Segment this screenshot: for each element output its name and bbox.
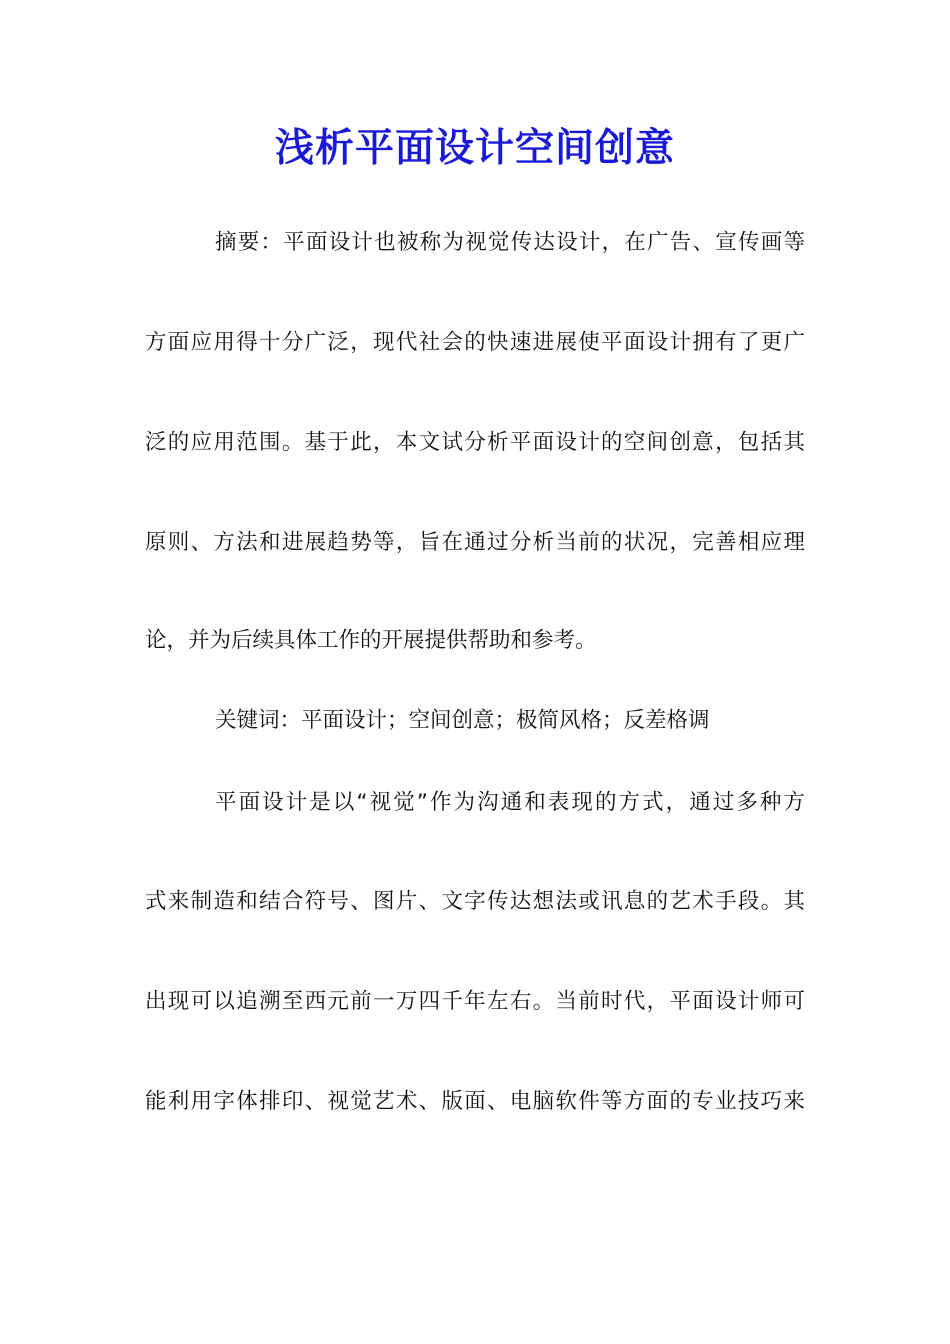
document-title: 浅析平面设计空间创意 [274,125,675,171]
abstract-line-2: 方面应用得十分广泛，现代社会的快速进展使平面设计拥有了更广 [145,330,805,355]
body-line-4: 能利用字体排印、视觉艺术、版面、电脑软件等方面的专业技巧来 [145,1089,805,1114]
keywords-line: 关键词：平面设计；空间创意；极简风格；反差格调 [215,708,710,733]
abstract-line-1: 摘要：平面设计也被称为视觉传达设计，在广告、宣传画等 [215,230,805,255]
abstract-line-5: 论，并为后续具体工作的开展提供帮助和参考。 [145,628,597,653]
body-line-3: 出现可以追溯至西元前一万四千年左右。当前时代，平面设计师可 [145,989,805,1014]
abstract-line-4: 原则、方法和进展趋势等，旨在通过分析当前的状况，完善相应理 [145,530,805,555]
body-line-1: 平面设计是以“视觉”作为沟通和表现的方式，通过多种方 [215,790,805,815]
abstract-line-3: 泛的应用范围。基于此，本文试分析平面设计的空间创意，包括其 [145,430,805,455]
body-line-2: 式来制造和结合符号、图片、文字传达想法或讯息的艺术手段。其 [145,889,805,914]
